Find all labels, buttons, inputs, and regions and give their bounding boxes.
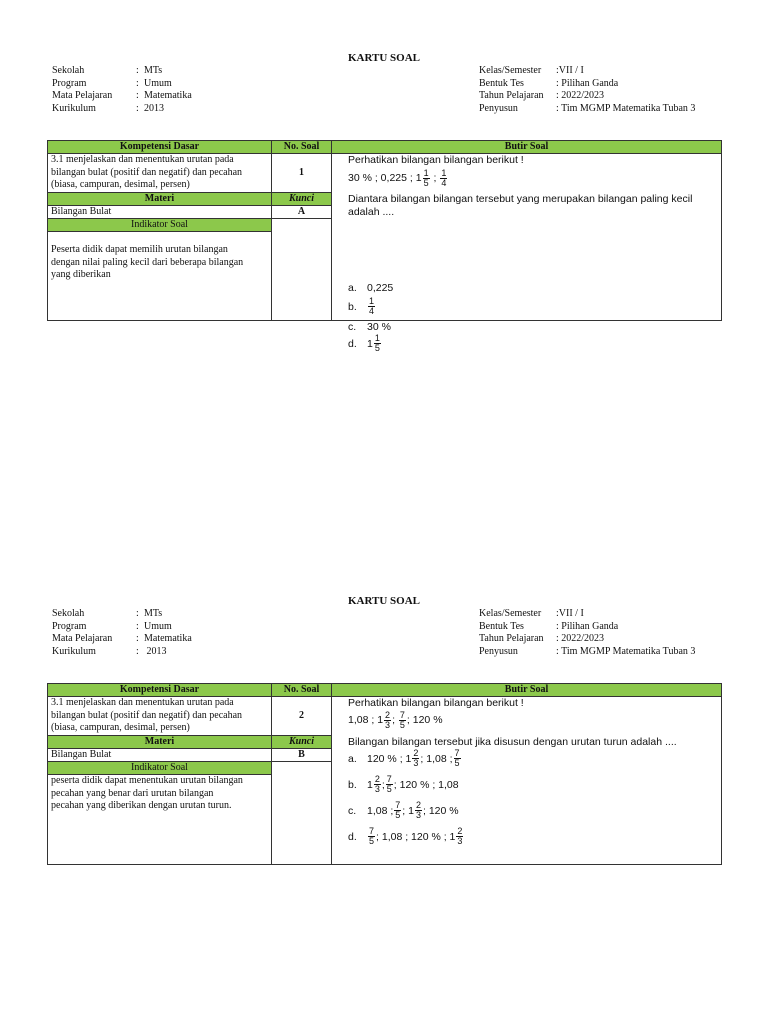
no-soal-value: 2 [299, 710, 304, 721]
kd-column [48, 141, 272, 320]
materi-value: Bilangan Bulat [51, 749, 112, 760]
header-indikator-soal: Indikator Soal [48, 218, 271, 232]
card-title: KARTU SOAL [347, 595, 421, 607]
header-kunci: Kunci [272, 192, 331, 206]
no-column [272, 684, 331, 864]
meta-row-program: Program : Umum [52, 77, 172, 89]
card-title: KARTU SOAL [347, 52, 421, 64]
number-list: 1,08 ; 1 $\frac{2}{3}$ ; $\frac{7}{5}$ ; 120 % [348, 710, 443, 730]
kartu-soal-2 [0, 595, 768, 895]
meta-row-bentuk: Bentuk Tes : Pilihan Ganda [479, 620, 619, 632]
meta-row-mapel: Mata Pelajaran : Matematika [52, 90, 192, 102]
header-materi: Materi [48, 735, 271, 749]
header-butir-soal: Butir Soal [332, 141, 721, 154]
meta-left [52, 608, 192, 658]
no-column [272, 141, 331, 320]
kd-column [48, 684, 272, 864]
meta-row-penyusun: Penyusun : Tim MGMP Matematika Tuban 3 [479, 645, 696, 657]
fraction: $\frac{7}{5}$ [395, 800, 401, 820]
fraction: $\frac{7}{5}$ [399, 710, 405, 730]
fraction: $\frac{7}{5}$ [386, 774, 392, 794]
kunci-value: B [298, 749, 305, 760]
kunci-value: A [297, 206, 306, 217]
meta-right [479, 65, 695, 115]
fraction: $\frac{7}{5}$ [369, 826, 375, 846]
question-text: Bilangan bilangan tersebut jika disusun dengan urutan turun adalah .... [348, 736, 677, 748]
header-materi: Materi [48, 192, 271, 206]
fraction: $\frac{2}{3}$ [415, 800, 421, 820]
kd-text: 3.1 menjelaskan dan menentukan urutan pada bilangan bulat (positif dan negatif) dan pecahan (biasa, campuran, desimal, persen) [51, 154, 243, 190]
indikator-text: peserta didik dapat menentukan urutan bilangan pecahan yang benar dari urutan bilangan pecahan yang diberikan dengan urutan turun. [51, 775, 243, 811]
meta-row-tahun: Tahun Pelajaran : 2022/2023 [479, 633, 605, 645]
fraction: $\frac{2}{3}$ [413, 748, 419, 768]
butir-column [331, 141, 721, 353]
soal-table [47, 140, 722, 353]
header-no-soal: No. Soal [272, 684, 331, 697]
option-d: d. $\frac{7}{5}$ ; 1,08 ; 120 % ; 1 $\frac{2}{3}$ [348, 826, 463, 846]
option-d: d. 1 $\frac{1}{5}$ [348, 333, 380, 353]
meta-row-kelas: Kelas/Semester :VII / I [479, 608, 584, 619]
option-a: a. 120 % ; 1 $\frac{2}{3}$ ; 1,08 ; $\frac{7}{5}$ [348, 748, 460, 768]
question-intro: Perhatikan bilangan bilangan berikut ! [348, 154, 524, 166]
fraction: $\frac{1}{5}$ [374, 333, 380, 353]
fraction: $\frac{2}{3}$ [385, 710, 391, 730]
fraction: $\frac{7}{5}$ [454, 748, 460, 768]
header-kunci: Kunci [272, 735, 331, 749]
meta-row-tahun: Tahun Pelajaran : 2022/2023 [479, 90, 605, 102]
fraction: $\frac{1}{5}$ [423, 168, 429, 188]
meta-row-program: Program : Umum [52, 620, 172, 632]
materi-value: Bilangan Bulat [51, 206, 112, 217]
header-butir-soal: Butir Soal [332, 684, 721, 697]
header-indikator-soal: Indikator Soal [48, 761, 271, 775]
question-intro: Perhatikan bilangan bilangan berikut ! [348, 697, 524, 709]
header-no-soal: No. Soal [272, 141, 331, 154]
meta-row-kurikulum: Kurikulum : 2013 [52, 102, 164, 114]
butir-column [331, 684, 721, 864]
no-soal-value: 1 [299, 167, 304, 178]
meta-row-sekolah: Sekolah : MTs [52, 65, 163, 76]
soal-table [47, 683, 722, 865]
meta-left [52, 65, 192, 115]
option-b: b. 1 $\frac{2}{3}$ ; $\frac{7}{5}$ ; 120 % ; 1,08 [348, 774, 459, 794]
divider [272, 218, 331, 219]
meta-row-kelas: Kelas/Semester :VII / I [479, 65, 584, 76]
option-b: b. $\frac{1}{4}$ [348, 296, 375, 316]
fraction: $\frac{2}{3}$ [374, 774, 380, 794]
meta-row-kurikulum: Kurikulum : 2013 [52, 645, 167, 657]
meta-row-penyusun: Penyusun : Tim MGMP Matematika Tuban 3 [479, 102, 696, 114]
option-c: c. 30 % [348, 321, 391, 333]
meta-row-mapel: Mata Pelajaran : Matematika [52, 633, 192, 645]
fraction: $\frac{1}{4}$ [369, 296, 375, 316]
meta-right [479, 608, 695, 658]
question-text: Diantara bilangan bilangan tersebut yang merupakan bilangan paling kecil adalah .... [348, 193, 693, 218]
option-a: a. 0,225 [348, 282, 394, 294]
option-c: c. 1,08 ; $\frac{7}{5}$ ; 1 $\frac{2}{3}$ ; 120 % [348, 800, 459, 820]
fraction: $\frac{1}{4}$ [441, 168, 447, 188]
kd-text: 3.1 menjelaskan dan menentukan urutan pada bilangan bulat (positif dan negatif) dan pecahan (biasa, campuran, desimal, persen) [51, 697, 243, 733]
meta-row-sekolah: Sekolah : MTs [52, 608, 163, 619]
fraction: $\frac{2}{3}$ [457, 826, 463, 846]
meta-row-bentuk: Bentuk Tes : Pilihan Ganda [479, 77, 619, 89]
divider [272, 761, 331, 762]
header-kompetensi-dasar: Kompetensi Dasar [48, 141, 271, 154]
indikator-text: Peserta didik dapat memilih urutan bilangan dengan nilai paling kecil dari beberapa bilangan yang diberikan [51, 244, 244, 280]
header-kompetensi-dasar: Kompetensi Dasar [48, 684, 271, 697]
kartu-soal-1 [0, 52, 768, 352]
number-list: 30 % ; 0,225 ; 1 $\frac{1}{5}$ ; $\frac{1}{4}$ [348, 168, 447, 188]
